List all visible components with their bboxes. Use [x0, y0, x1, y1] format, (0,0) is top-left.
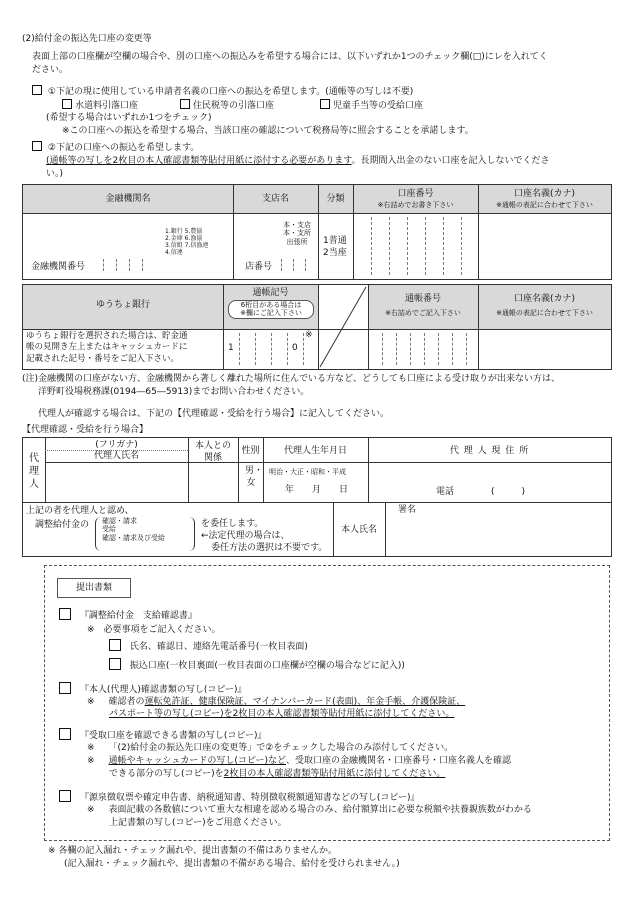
option2-note-2: い。)	[46, 169, 64, 179]
residence-tax-checkbox[interactable]	[180, 99, 190, 109]
option2-row	[32, 141, 199, 154]
branch-header: 支店名	[261, 194, 289, 204]
doc3-checkbox[interactable]	[59, 728, 71, 740]
agent-name-field[interactable]	[45, 463, 188, 502]
address-label: 代 理 人 現 住 所	[449, 446, 530, 456]
option1-consent: ※この口座への振込を希望する場合、当該口座の確認について税務局等に照会することを承諾します。	[62, 126, 474, 136]
option2-title: ②下記の口座への振込を希望します。	[47, 143, 200, 153]
agent-heading: 【代理確認・受給を行う場合】	[22, 425, 149, 435]
option1-choice-residence-tax: 住民税等の引落口座	[180, 99, 274, 112]
option1-checkbox[interactable]	[32, 85, 42, 95]
branch-code-label: 店番号	[245, 262, 273, 272]
consent-line: 上記の者を代理人と認め、	[26, 506, 134, 516]
symbol-digit-0: 0	[292, 343, 298, 353]
delegate-text: を委任します。	[201, 519, 264, 529]
yucho-note: ゆうちょ銀行を選択された場合は、貯金通 帳の見開き左上またはキャッシュカードに 記載された記号・番号をご記入下さい。	[26, 331, 188, 364]
sixth-digit-mark: ※	[305, 330, 313, 340]
doc4-line1: ※ 表面記載の各数値について重大な相違を認める場合のみ、給付額算出に必要な税額や扶養親族数がわかる	[87, 805, 532, 815]
symbol-header-note: 6桁目がある場合は ※欄にご記入下さい	[228, 300, 314, 319]
doc-item-1: 『調整給付金 支給確認書』	[59, 608, 197, 622]
yucho-holder-header-sub: ※通帳の表記に合わせて下さい	[496, 309, 593, 317]
doc2-line2: パスポート等の写し(コピー)を2枚目の本人確認書類等貼付用紙に添付してください。	[109, 709, 455, 719]
holder-header-sub: ※通帳の表記に合わせて下さい	[496, 201, 593, 209]
gender-label: 性別	[241, 446, 260, 456]
number-header: 通帳番号	[404, 294, 441, 304]
bank-table	[22, 184, 612, 280]
doc-item-2: 『本人(代理人)確認書類の写し(コピー)』	[59, 682, 247, 696]
intro-line-2: ださい。	[32, 65, 69, 75]
era-options[interactable]: 明治・大正・昭和・平成	[269, 468, 346, 476]
child-allowance-checkbox[interactable]	[320, 99, 330, 109]
bank-code-boxes[interactable]	[103, 255, 153, 275]
yucho-table	[22, 284, 612, 370]
legal-note-2: 委任方法の選択は不要です。	[211, 543, 328, 553]
option1-row	[32, 85, 413, 98]
acct-type-options[interactable]: 1普通 2当座	[323, 236, 347, 259]
gender-options[interactable]: 男・女	[245, 466, 264, 488]
doc3-line3: できる部分の写し(コピー)を2枚目の本人確認書類等貼付用紙に添付してください。	[109, 769, 446, 779]
relation-label: 本人との関係	[194, 441, 231, 464]
intro-line-1: 表面上部の口座欄が空欄の場合や、別の口座への振込みを希望する場合には、以下いずれか1つのチェック欄(□)にレを入れてく	[32, 52, 548, 62]
doc2-checkbox[interactable]	[59, 682, 71, 694]
yucho-header: ゆうちょ銀行	[95, 300, 150, 310]
option1-choice-water: 水道料引落口座	[62, 99, 138, 112]
doc-item-4: 『源泉徴収票や確定申告書、納税通知書、特別徴収税額通知書などの写し(コピー)』	[59, 790, 420, 804]
doc-item-3: 『受取口座を確認できる書類の写し(コピー)』	[59, 728, 267, 742]
symbol-boxes[interactable]	[223, 329, 318, 369]
tel-label: 電話	[436, 487, 455, 497]
doc1-sub: ※ 必要事項をご記入ください。	[87, 625, 221, 635]
yucho-holder-field[interactable]	[478, 329, 611, 369]
option1-choose-note: (希望する場合はいずれか1つをチェック)	[46, 113, 212, 123]
symbol-header: 通帳記号	[252, 288, 289, 298]
subject-label: 調整給付金の	[35, 520, 90, 530]
relation-field[interactable]	[188, 463, 238, 502]
doc4-checkbox[interactable]	[59, 790, 71, 802]
footer-line-1: ※ 各欄の記入漏れ・チェック漏れや、提出書類の不備はありませんか。	[48, 846, 337, 856]
furigana-label: (フリガナ)	[95, 440, 138, 450]
acct-number-boxes[interactable]	[353, 213, 478, 279]
signature-label: 署名	[398, 505, 417, 515]
section-title: (2)給付金の振込先口座の変更等	[22, 34, 152, 44]
doc1b-checkbox[interactable]	[109, 658, 121, 670]
acct-holder-field[interactable]	[478, 213, 611, 279]
doc1-check-a: 氏名、確認日、連絡先電話番号(一枚目表面)	[109, 639, 308, 653]
bank-name-header: 金融機関名	[105, 194, 151, 204]
number-header-sub: ※右詰めでご記入下さい	[385, 309, 461, 317]
option1-title: ①下記の現に使用している申請者名義の口座への振込を希望します。(通帳等の写しは不要)	[47, 87, 414, 97]
branch-code-boxes[interactable]	[281, 255, 317, 275]
doc1-checkbox[interactable]	[59, 608, 71, 620]
holder-header: 口座名義(カナ)	[513, 189, 576, 199]
documents-box	[44, 565, 610, 841]
doc1a-checkbox[interactable]	[109, 639, 121, 651]
doc3-line2: ※ 通帳やキャッシュカードの写し(コピー)など、受取口座の金融機関名・口座番号・口座名義人を確認	[87, 756, 512, 766]
purpose-options[interactable]: 確認・請求 受給 確認・請求及び受給	[95, 517, 195, 551]
doc1-check-b: 振込口座(一枚目裏面(一枚目表面の口座欄が空欄の場合などに記入))	[109, 658, 405, 672]
bank-type-list: 1.銀行 5.農協 2.金庫 6.漁協 3.信組 7.信漁連 4.信連	[165, 228, 209, 256]
remote-note-2: 洋野町役場税務課(0194―65―5913)までお問い合わせください。	[38, 387, 310, 397]
slash-mark	[318, 285, 368, 369]
option2-note: (通帳等の写しを2枚目の本人確認書類等貼付用紙に添付する必要があります。長期間入出金のない口座を記入しないでくださ	[46, 156, 550, 166]
option2-checkbox[interactable]	[32, 141, 42, 151]
documents-tag: 提出書類	[57, 578, 131, 598]
option1-choice-child-allowance: 児童手当等の受給口座	[320, 99, 423, 112]
agent-intro: 代理人が確認する場合は、下記の【代理確認・受給を行う場合】に記入してください。	[38, 409, 390, 419]
principal-name-label: 本人氏名	[340, 525, 377, 535]
yucho-holder-header: 口座名義(カナ)	[513, 294, 576, 304]
agent-side-label: 代理人	[29, 453, 39, 490]
birth-date-field[interactable]: 年 月 日	[285, 485, 349, 495]
footer-line-2: (記入漏れ・チェック漏れや、提出書類の不備がある場合、給付を受けられません。)	[64, 859, 400, 869]
symbol-digit-1: 1	[228, 343, 234, 353]
type-header: 分類	[326, 194, 345, 204]
water-checkbox[interactable]	[62, 99, 72, 109]
remote-note-1: (注)金融機関の口座がない方、金融機関から著しく離れた場所に住んでいる方など、どうしても口座による受け取りが出来ない方は、	[22, 374, 561, 384]
acct-header-sub: ※右詰めでお書き下さい	[377, 201, 454, 209]
acct-header: 口座番号	[397, 189, 434, 199]
doc2-line1: ※ 確認者の運転免許証、健康保険証、マイナンバーカード(表面)、年金手帳、介護保険証、	[87, 697, 466, 707]
tel-field[interactable]: ( )	[491, 487, 526, 497]
branch-type-list: 本・支店 本・支所 出張所	[283, 221, 311, 246]
doc4-line2: 上記書類の写し(コピー)をご用意ください。	[109, 818, 287, 828]
signature-field[interactable]	[385, 516, 611, 556]
doc3-line1: ※ 「(2)給付金の振込先口座の変更等」で②をチェックした場合のみ添付してください。	[87, 743, 454, 753]
legal-note-1: ←法定代理の場合は、	[201, 531, 290, 541]
birth-label: 代理人生年月日	[283, 446, 347, 456]
agent-name-label: 代理人氏名	[93, 451, 139, 461]
yucho-number-boxes[interactable]	[368, 329, 478, 369]
agent-table	[22, 437, 612, 557]
bank-code-label: 金融機関番号	[31, 262, 86, 272]
